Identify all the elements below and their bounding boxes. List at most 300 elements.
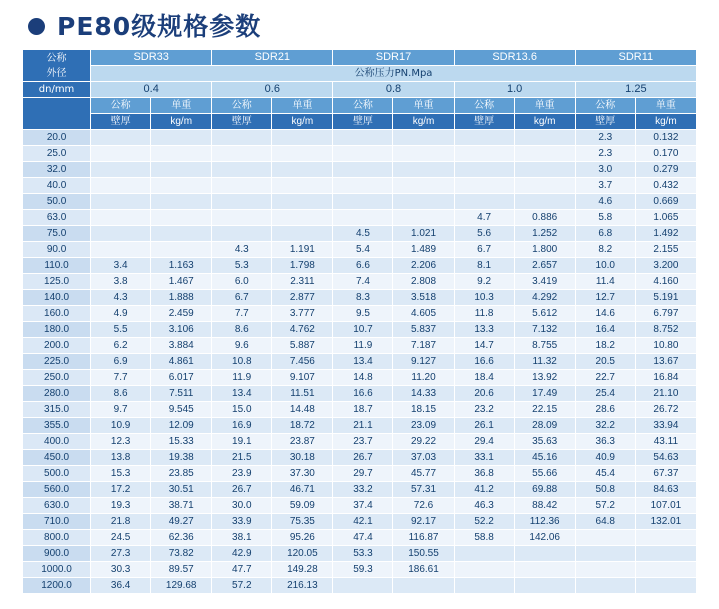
cell-value [635, 530, 696, 546]
cell-value [151, 130, 212, 146]
cell-dn: 560.0 [23, 482, 91, 498]
cell-dn: 225.0 [23, 354, 91, 370]
cell-value: 27.3 [91, 546, 151, 562]
cell-value: 8.6 [212, 322, 272, 338]
cell-value: 2.877 [272, 290, 333, 306]
header-sub-bot-4-1: kg/m [635, 114, 696, 130]
cell-value: 1.021 [393, 226, 454, 242]
cell-value: 18.15 [393, 402, 454, 418]
cell-value: 142.06 [514, 530, 575, 546]
cell-value: 1.798 [272, 258, 333, 274]
cell-value: 50.8 [575, 482, 635, 498]
cell-value: 29.4 [454, 434, 514, 450]
cell-value: 1.489 [393, 242, 454, 258]
cell-value: 22.15 [514, 402, 575, 418]
cell-value: 30.0 [212, 498, 272, 514]
cell-value: 13.3 [454, 322, 514, 338]
cell-value: 8.1 [454, 258, 514, 274]
cell-value: 6.7 [454, 242, 514, 258]
cell-value [212, 210, 272, 226]
cell-value: 40.9 [575, 450, 635, 466]
cell-value: 1.467 [151, 274, 212, 290]
cell-value: 216.13 [272, 578, 333, 594]
cell-value: 11.8 [454, 306, 514, 322]
cell-value: 19.3 [91, 498, 151, 514]
cell-value [393, 210, 454, 226]
table-row [23, 130, 697, 146]
table-row [23, 530, 697, 546]
cell-value: 4.9 [91, 306, 151, 322]
header-pn-4: 1.25 [575, 82, 696, 98]
cell-value: 2.808 [393, 274, 454, 290]
cell-value [333, 578, 393, 594]
cell-dn: 25.0 [23, 146, 91, 162]
page-title-text: PE80级规格参数 [57, 12, 262, 41]
cell-value [514, 146, 575, 162]
cell-value: 8.6 [91, 386, 151, 402]
cell-value [151, 210, 212, 226]
cell-value: 5.8 [575, 210, 635, 226]
cell-value: 4.7 [454, 210, 514, 226]
cell-value: 10.3 [454, 290, 514, 306]
cell-value: 3.4 [91, 258, 151, 274]
cell-value: 25.4 [575, 386, 635, 402]
header-pn-label: 公称压力PN.Mpa [91, 66, 697, 82]
cell-value: 53.3 [333, 546, 393, 562]
cell-value: 72.6 [393, 498, 454, 514]
cell-value: 9.5 [333, 306, 393, 322]
table-row [23, 370, 697, 386]
cell-value: 62.36 [151, 530, 212, 546]
cell-value: 28.6 [575, 402, 635, 418]
cell-value [393, 130, 454, 146]
cell-value: 10.7 [333, 322, 393, 338]
table-row [23, 242, 697, 258]
cell-value: 5.887 [272, 338, 333, 354]
cell-value [575, 578, 635, 594]
cell-value: 13.67 [635, 354, 696, 370]
cell-dn: 20.0 [23, 130, 91, 146]
cell-value [151, 242, 212, 258]
cell-value: 42.1 [333, 514, 393, 530]
header-row-sdr [23, 50, 697, 66]
cell-dn: 63.0 [23, 210, 91, 226]
header-row-pn-label [23, 66, 697, 82]
table-row [23, 450, 697, 466]
cell-value: 0.432 [635, 178, 696, 194]
cell-value: 10.0 [575, 258, 635, 274]
header-pn-0: 0.4 [91, 82, 212, 98]
cell-value: 1.888 [151, 290, 212, 306]
cell-value [91, 194, 151, 210]
header-pn-2: 0.8 [333, 82, 454, 98]
cell-value: 7.511 [151, 386, 212, 402]
cell-value: 5.191 [635, 290, 696, 306]
cell-value: 28.09 [514, 418, 575, 434]
cell-value: 30.18 [272, 450, 333, 466]
header-sub-bot-1-1: kg/m [272, 114, 333, 130]
header-sub-top-0-0: 公称 [91, 98, 151, 114]
cell-value: 2.459 [151, 306, 212, 322]
cell-value: 47.4 [333, 530, 393, 546]
cell-value: 1.191 [272, 242, 333, 258]
cell-value [151, 146, 212, 162]
cell-value [575, 530, 635, 546]
cell-value: 4.6 [575, 194, 635, 210]
cell-value: 22.7 [575, 370, 635, 386]
cell-value [212, 146, 272, 162]
header-sub-top-4-0: 公称 [575, 98, 635, 114]
cell-dn: 110.0 [23, 258, 91, 274]
cell-value: 42.9 [212, 546, 272, 562]
cell-value: 26.72 [635, 402, 696, 418]
cell-value: 45.77 [393, 466, 454, 482]
cell-value: 132.01 [635, 514, 696, 530]
cell-value: 23.9 [212, 466, 272, 482]
cell-value: 57.2 [575, 498, 635, 514]
cell-value [454, 546, 514, 562]
cell-value: 12.7 [575, 290, 635, 306]
cell-value [212, 130, 272, 146]
cell-value: 33.9 [212, 514, 272, 530]
header-sub-bot-1-0: 壁厚 [212, 114, 272, 130]
header-sub-top-3-1: 单重 [514, 98, 575, 114]
cell-value: 41.2 [454, 482, 514, 498]
cell-value: 186.61 [393, 562, 454, 578]
cell-value [514, 562, 575, 578]
cell-value: 20.5 [575, 354, 635, 370]
cell-value: 2.3 [575, 130, 635, 146]
cell-value: 59.09 [272, 498, 333, 514]
cell-value: 23.87 [272, 434, 333, 450]
cell-value: 1.492 [635, 226, 696, 242]
table-row [23, 562, 697, 578]
cell-value: 11.51 [272, 386, 333, 402]
cell-value [91, 162, 151, 178]
cell-value: 38.1 [212, 530, 272, 546]
cell-value [635, 546, 696, 562]
cell-value: 11.20 [393, 370, 454, 386]
cell-value: 12.3 [91, 434, 151, 450]
cell-value [151, 194, 212, 210]
cell-value [91, 146, 151, 162]
cell-value: 7.456 [272, 354, 333, 370]
cell-value: 36.4 [91, 578, 151, 594]
table-row [23, 578, 697, 594]
header-sub-bot-0-1: kg/m [151, 114, 212, 130]
header-pn-1: 0.6 [212, 82, 333, 98]
cell-value: 69.88 [514, 482, 575, 498]
cell-value: 11.4 [575, 274, 635, 290]
header-sub-bot-3-1: kg/m [514, 114, 575, 130]
table-row [23, 482, 697, 498]
cell-value [212, 194, 272, 210]
cell-value [272, 226, 333, 242]
cell-value: 1.252 [514, 226, 575, 242]
cell-value: 12.09 [151, 418, 212, 434]
cell-value [393, 146, 454, 162]
cell-value: 24.5 [91, 530, 151, 546]
cell-value [454, 562, 514, 578]
table-row [23, 354, 697, 370]
cell-value: 1.065 [635, 210, 696, 226]
header-dn-line1: 公称 [46, 52, 67, 64]
cell-dn: 125.0 [23, 274, 91, 290]
header-sub-bot-2-1: kg/m [393, 114, 454, 130]
cell-value [514, 194, 575, 210]
cell-value: 5.837 [393, 322, 454, 338]
cell-value: 18.72 [272, 418, 333, 434]
cell-value [272, 194, 333, 210]
cell-value [333, 130, 393, 146]
cell-value [514, 178, 575, 194]
cell-value: 30.51 [151, 482, 212, 498]
cell-value: 18.7 [333, 402, 393, 418]
cell-value: 73.82 [151, 546, 212, 562]
cell-value: 15.0 [212, 402, 272, 418]
cell-value: 20.6 [454, 386, 514, 402]
cell-value: 4.3 [91, 290, 151, 306]
cell-value: 10.9 [91, 418, 151, 434]
cell-value: 14.8 [333, 370, 393, 386]
table-row [23, 146, 697, 162]
cell-value [393, 194, 454, 210]
cell-value: 54.63 [635, 450, 696, 466]
cell-value: 8.3 [333, 290, 393, 306]
cell-value [575, 546, 635, 562]
cell-value: 5.612 [514, 306, 575, 322]
cell-value: 7.7 [212, 306, 272, 322]
cell-value [454, 194, 514, 210]
cell-dn: 400.0 [23, 434, 91, 450]
header-pn-3: 1.0 [454, 82, 575, 98]
spec-table-container [0, 49, 719, 594]
cell-value: 10.80 [635, 338, 696, 354]
cell-value: 0.669 [635, 194, 696, 210]
cell-value: 4.160 [635, 274, 696, 290]
cell-value [333, 210, 393, 226]
header-sub-bot-3-0: 壁厚 [454, 114, 514, 130]
cell-value: 1.800 [514, 242, 575, 258]
table-row [23, 338, 697, 354]
cell-dn: 180.0 [23, 322, 91, 338]
cell-value [454, 130, 514, 146]
cell-value: 21.10 [635, 386, 696, 402]
cell-value: 23.85 [151, 466, 212, 482]
cell-value: 6.2 [91, 338, 151, 354]
cell-value: 11.9 [333, 338, 393, 354]
cell-value: 3.8 [91, 274, 151, 290]
cell-value [635, 562, 696, 578]
cell-value: 10.8 [212, 354, 272, 370]
cell-value: 26.1 [454, 418, 514, 434]
header-sub-top-2-0: 公称 [333, 98, 393, 114]
cell-value: 57.31 [393, 482, 454, 498]
cell-value: 6.9 [91, 354, 151, 370]
cell-value [212, 226, 272, 242]
cell-value: 18.2 [575, 338, 635, 354]
cell-value: 19.1 [212, 434, 272, 450]
cell-value: 47.7 [212, 562, 272, 578]
cell-value: 13.8 [91, 450, 151, 466]
cell-value [454, 578, 514, 594]
cell-value [91, 210, 151, 226]
cell-value: 17.49 [514, 386, 575, 402]
cell-dn: 90.0 [23, 242, 91, 258]
cell-value: 4.605 [393, 306, 454, 322]
cell-value [272, 130, 333, 146]
cell-value: 8.752 [635, 322, 696, 338]
table-row [23, 178, 697, 194]
cell-value [151, 226, 212, 242]
cell-value [272, 178, 333, 194]
cell-value: 1.163 [151, 258, 212, 274]
header-dn-spacer [23, 98, 91, 130]
cell-dn: 32.0 [23, 162, 91, 178]
cell-value: 4.762 [272, 322, 333, 338]
cell-value [151, 178, 212, 194]
header-sub-bot-4-0: 壁厚 [575, 114, 635, 130]
cell-value: 89.57 [151, 562, 212, 578]
cell-value: 2.311 [272, 274, 333, 290]
cell-value: 6.8 [575, 226, 635, 242]
cell-value [272, 210, 333, 226]
cell-value: 18.4 [454, 370, 514, 386]
table-row [23, 322, 697, 338]
cell-dn: 140.0 [23, 290, 91, 306]
header-sub-bot-0-0: 壁厚 [91, 114, 151, 130]
cell-value: 3.518 [393, 290, 454, 306]
cell-value: 11.9 [212, 370, 272, 386]
cell-value: 29.22 [393, 434, 454, 450]
cell-value [333, 146, 393, 162]
cell-value: 15.33 [151, 434, 212, 450]
header-dn-top [23, 50, 91, 82]
cell-value [393, 578, 454, 594]
cell-value [333, 194, 393, 210]
cell-value: 26.7 [212, 482, 272, 498]
cell-value: 33.1 [454, 450, 514, 466]
cell-value: 112.36 [514, 514, 575, 530]
table-head [23, 50, 697, 130]
cell-value: 7.187 [393, 338, 454, 354]
cell-dn: 250.0 [23, 370, 91, 386]
cell-dn: 450.0 [23, 450, 91, 466]
cell-value: 120.05 [272, 546, 333, 562]
cell-value: 26.7 [333, 450, 393, 466]
cell-value: 150.55 [393, 546, 454, 562]
cell-value [575, 562, 635, 578]
cell-dn: 1000.0 [23, 562, 91, 578]
cell-value: 57.2 [212, 578, 272, 594]
cell-value: 3.884 [151, 338, 212, 354]
cell-value: 5.4 [333, 242, 393, 258]
cell-dn: 1200.0 [23, 578, 91, 594]
cell-value: 116.87 [393, 530, 454, 546]
table-row [23, 210, 697, 226]
cell-value [333, 178, 393, 194]
table-row [23, 306, 697, 322]
cell-value [212, 162, 272, 178]
cell-dn: 200.0 [23, 338, 91, 354]
cell-value: 13.4 [333, 354, 393, 370]
cell-value: 55.66 [514, 466, 575, 482]
header-sub-bot-2-0: 壁厚 [333, 114, 393, 130]
cell-value: 23.09 [393, 418, 454, 434]
cell-value: 16.84 [635, 370, 696, 386]
cell-value: 46.71 [272, 482, 333, 498]
header-dn-line2: 外径 [46, 67, 67, 79]
cell-value: 14.7 [454, 338, 514, 354]
cell-value: 129.68 [151, 578, 212, 594]
cell-value [514, 162, 575, 178]
cell-value: 13.4 [212, 386, 272, 402]
cell-value: 0.886 [514, 210, 575, 226]
cell-value: 95.26 [272, 530, 333, 546]
header-sub-top-2-1: 单重 [393, 98, 454, 114]
table-row [23, 418, 697, 434]
cell-value [272, 162, 333, 178]
cell-value [333, 162, 393, 178]
table-row [23, 274, 697, 290]
cell-value: 14.6 [575, 306, 635, 322]
cell-value [91, 130, 151, 146]
cell-value: 16.9 [212, 418, 272, 434]
cell-value: 19.38 [151, 450, 212, 466]
cell-value: 149.28 [272, 562, 333, 578]
cell-value: 3.419 [514, 274, 575, 290]
cell-value: 3.777 [272, 306, 333, 322]
table-row [23, 466, 697, 482]
cell-value: 6.0 [212, 274, 272, 290]
cell-value: 88.42 [514, 498, 575, 514]
bullet-icon [28, 18, 45, 35]
cell-value: 9.2 [454, 274, 514, 290]
cell-value [454, 162, 514, 178]
cell-value: 3.200 [635, 258, 696, 274]
header-sub-top-3-0: 公称 [454, 98, 514, 114]
cell-value: 6.797 [635, 306, 696, 322]
cell-dn: 50.0 [23, 194, 91, 210]
cell-value: 2.657 [514, 258, 575, 274]
cell-value: 5.3 [212, 258, 272, 274]
cell-value [454, 146, 514, 162]
cell-value: 64.8 [575, 514, 635, 530]
table-row [23, 402, 697, 418]
cell-value: 23.2 [454, 402, 514, 418]
cell-dn: 355.0 [23, 418, 91, 434]
header-sub-top-4-1: 单重 [635, 98, 696, 114]
cell-value: 84.63 [635, 482, 696, 498]
cell-value: 67.37 [635, 466, 696, 482]
header-sdr-4: SDR11 [575, 50, 696, 66]
cell-value: 6.7 [212, 290, 272, 306]
table-row [23, 162, 697, 178]
cell-value: 4.861 [151, 354, 212, 370]
cell-value [91, 226, 151, 242]
cell-value: 45.4 [575, 466, 635, 482]
header-row-sub-top [23, 98, 697, 114]
header-sdr-3: SDR13.6 [454, 50, 575, 66]
table-row [23, 498, 697, 514]
header-row-pn-values [23, 82, 697, 98]
cell-value: 13.92 [514, 370, 575, 386]
cell-value: 43.11 [635, 434, 696, 450]
cell-value: 59.3 [333, 562, 393, 578]
cell-value: 6.017 [151, 370, 212, 386]
cell-value [635, 578, 696, 594]
cell-value: 21.8 [91, 514, 151, 530]
